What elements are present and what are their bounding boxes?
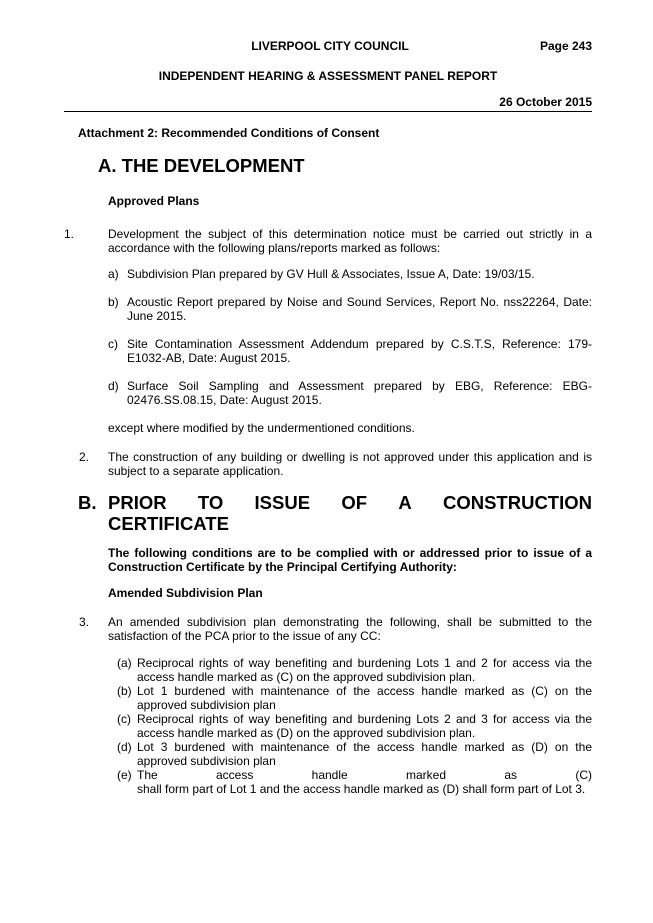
- report-title: INDEPENDENT HEARING & ASSESSMENT PANEL REPORT: [158, 69, 498, 83]
- item-3d-text: Lot 3 burdened with maintenance of the access handle marked as (D) on the approved subdivision plan: [137, 740, 592, 768]
- section-b-heading-word: TO: [197, 492, 224, 513]
- item-1-text: Development the subject of this determination notice must be carried out strictly in a accordance with the following plans/reports marked as follows:: [108, 227, 592, 255]
- item-3-text: An amended subdivision plan demonstrating the following, shall be submitted to the satisfaction of the PCA prior to the issue of any CC:: [108, 615, 592, 643]
- section-b-heading: [108, 492, 592, 513]
- item-3-number: 3.: [79, 615, 90, 629]
- item-1-number: 1.: [64, 227, 75, 241]
- section-b-letter: B.: [78, 492, 97, 513]
- item-3e-letter: (e): [117, 768, 132, 782]
- item-1c-text: Site Contamination Assessment Addendum prepared by C.S.T.S, Reference: 179-E1032-AB, Date: August 2015.: [127, 337, 592, 365]
- item-3c-letter: (c): [117, 712, 131, 726]
- item-3a-letter: (a): [117, 656, 132, 670]
- section-a-subheading: Approved Plans: [108, 194, 200, 208]
- item-3e-line1: The access handle marked as (C): [137, 768, 592, 782]
- section-b-heading-line2: CERTIFICATE: [108, 513, 229, 534]
- item-3d-letter: (d): [117, 740, 132, 754]
- header-rule: [64, 111, 592, 112]
- section-b-heading-word: A: [398, 492, 412, 513]
- item-1b-text: Acoustic Report prepared by Noise and Sound Services, Report No. nss22264, Date: June 2015.: [127, 295, 592, 323]
- item-1b-letter: b): [108, 295, 119, 309]
- item-1a-text: Subdivision Plan prepared by GV Hull & Associates, Issue A, Date: 19/03/15.: [127, 267, 535, 281]
- section-b-intro: The following conditions are to be complied with or addressed prior to issue of a Construction Certificate by the Principal Certifying Authority:: [108, 546, 592, 574]
- report-date: 26 October 2015: [499, 95, 592, 109]
- section-b-heading-word: OF: [341, 492, 368, 513]
- item-1a-letter: a): [108, 267, 119, 281]
- item-1d-text: Surface Soil Sampling and Assessment prepared by EBG, Reference: EBG-02476.SS.08.15, Date: August 2015.: [127, 379, 592, 407]
- item-1d-letter: d): [108, 379, 119, 393]
- section-b-heading-word: ISSUE: [254, 492, 311, 513]
- page-number: Page 243: [539, 39, 592, 53]
- section-b-heading-word: PRIOR: [108, 492, 167, 513]
- item-2-number: 2.: [79, 450, 90, 464]
- section-b-subheading: Amended Subdivision Plan: [108, 586, 263, 600]
- item-3b-text: Lot 1 burdened with maintenance of the access handle marked as (C) on the approved subdivision plan: [137, 684, 592, 712]
- item-3e-text: shall form part of Lot 1 and the access handle marked as (D) shall form part of Lot 3.: [137, 782, 586, 796]
- item-2-text: The construction of any building or dwelling is not approved under this application and is subject to a separate application.: [108, 450, 592, 478]
- section-b-heading-word: CONSTRUCTION: [442, 492, 592, 513]
- item-1c-letter: c): [108, 337, 118, 351]
- item-1-except: except where modified by the undermentioned conditions.: [108, 421, 415, 435]
- item-3c-text: Reciprocal rights of way benefiting and burdening Lots 2 and 3 for access via the access handle marked as (D) on the approved subdivision plan.: [137, 712, 592, 740]
- section-a-heading: A. THE DEVELOPMENT: [98, 155, 305, 176]
- council-name: LIVERPOOL CITY COUNCIL: [251, 39, 409, 53]
- attachment-title: Attachment 2: Recommended Conditions of Consent: [78, 126, 380, 140]
- item-3b-letter: (b): [117, 684, 132, 698]
- item-3a-text: Reciprocal rights of way benefiting and burdening Lots 1 and 2 for access via the access handle marked as (C) on the approved subdivision plan.: [137, 656, 592, 684]
